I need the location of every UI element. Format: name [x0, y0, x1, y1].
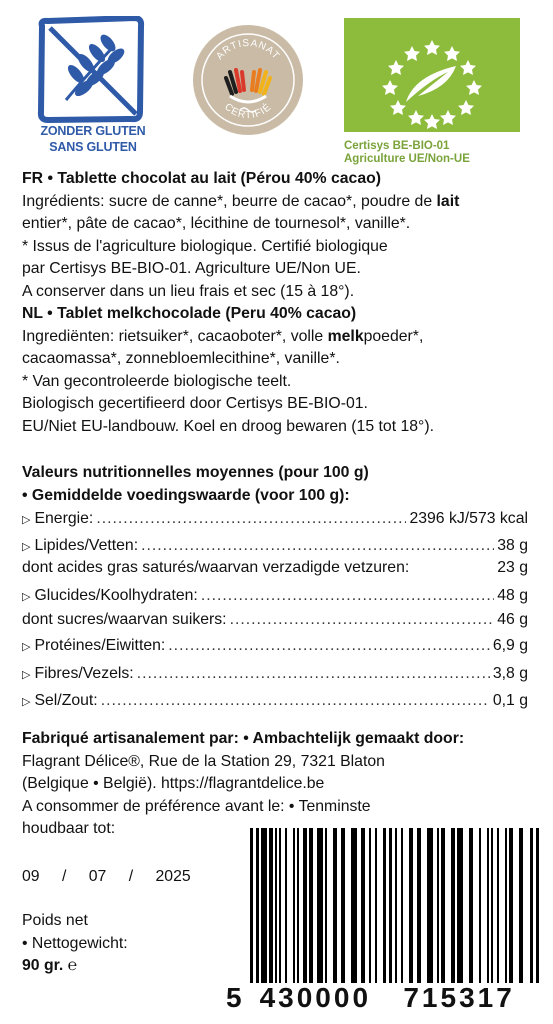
- barcode-bar: [519, 828, 523, 983]
- nutrient-value: 38 g: [497, 537, 528, 554]
- date-separator: /: [61, 868, 67, 885]
- date-separator: /: [128, 868, 134, 885]
- nutrition-row-sugars: [22, 611, 528, 635]
- barcode-bar: [437, 828, 439, 983]
- barcode-bar: [285, 828, 287, 983]
- triangle-marker-icon: ▷: [22, 591, 31, 603]
- nl-title: [22, 303, 542, 326]
- net-weight-label-fr: Poids net: [22, 912, 88, 929]
- best-before-date: [22, 868, 191, 886]
- gluten-free-logo: [28, 16, 158, 166]
- triangle-marker-icon: ▷: [22, 514, 31, 526]
- nutrition-heading: [22, 462, 542, 507]
- artisan-hands-icon: [192, 24, 304, 136]
- artisanat-bottom-text: CERTIFIÉ: [222, 101, 274, 122]
- barcode-bar: [309, 828, 313, 983]
- barcode-bar: [505, 828, 507, 983]
- date-day: 09: [22, 868, 40, 885]
- nl-note2: Biologisch gecertifieerd door Certisys BE-BIO-01.: [22, 395, 368, 412]
- nl-note3: EU/Niet EU-landbouw. Koel en droog bewaren (15 tot 18°).: [22, 417, 435, 435]
- nutrient-value: 23 g: [497, 559, 528, 576]
- barcode-bar: [325, 828, 327, 983]
- nutrition-row-fat: [22, 537, 528, 561]
- barcode-bar: [487, 828, 489, 983]
- nutrient-label: Protéines/Eiwitten:: [34, 637, 166, 654]
- gluten-free-label-nl: ZONDER GLUTEN: [40, 124, 146, 138]
- nutrient-label: Lipides/Vetten:: [34, 537, 139, 554]
- net-weight-value: 90 gr.: [22, 957, 64, 974]
- artisanat-top-text: ARTISANAT: [214, 37, 282, 63]
- eu-organic-leaf-icon: [344, 18, 520, 132]
- nl-ingredients-text: Ingrediënten: rietsuiker*, cacaoboter*, volle: [22, 327, 328, 345]
- fr-product-name: Tablette chocolat au lait (Pérou 40% cacao): [57, 170, 382, 187]
- net-weight-label-nl: • Nettogewicht:: [22, 934, 128, 952]
- nutrition-table: [22, 510, 528, 720]
- nutrition-row-energy: [22, 510, 528, 534]
- nutrient-value: 6,9 g: [492, 637, 528, 654]
- nutrition-row-carbs: [22, 587, 528, 611]
- barcode-bar: [303, 828, 307, 983]
- nutrient-label: dont acides gras saturés/waarvan verzadigde vetzuren:: [22, 559, 410, 576]
- manufacturer-address: Flagrant Délice®, Rue de la Station 29, 7321 Blaton: [22, 752, 385, 770]
- barcode-bar: [297, 828, 299, 983]
- fr-ingredients-line2: entier*, pâte de cacao*, lécithine de tournesol*, vanille*.: [22, 215, 411, 232]
- barcode-bar: [269, 828, 273, 983]
- barcode-bar: [369, 828, 371, 983]
- nutrition-title-fr: Valeurs nutritionnelles moyennes (pour 100 g): [22, 464, 369, 481]
- barcode-bar: [497, 828, 499, 983]
- barcode-digits: [226, 983, 541, 1013]
- barcode-bar: [275, 828, 277, 983]
- nl-ingredients-text-cont: poeder*,: [363, 327, 424, 345]
- barcode-left-digits: 430000: [259, 982, 372, 1013]
- barcode-bar: [341, 828, 345, 983]
- bio-cert-origin: Agriculture UE/Non-UE: [344, 153, 470, 165]
- barcode-bar: [509, 828, 513, 983]
- nutrition-row-fibre: [22, 665, 528, 689]
- barcode-bar: [375, 828, 377, 983]
- triangle-marker-icon: ▷: [22, 541, 31, 553]
- fr-prefix: FR •: [22, 170, 58, 187]
- fr-ingredients-text: Ingrédients: sucre de canne*, beurre de cacao*, poudre de: [22, 192, 437, 210]
- nutrient-value: 46 g: [497, 611, 528, 628]
- nutrient-label: Glucides/Koolhydraten:: [34, 587, 198, 604]
- ean-barcode: [226, 828, 541, 1013]
- barcode-bar: [427, 828, 433, 983]
- barcode-right-digits: 715317: [403, 982, 515, 1013]
- barcode-bar: [401, 828, 403, 983]
- nl-prefix: NL •: [22, 305, 58, 322]
- artisanat-certifie-logo: [192, 24, 304, 136]
- bio-cert-code: Certisys BE-BIO-01: [344, 140, 450, 152]
- barcode-bar: [317, 828, 323, 983]
- barcode-bar: [479, 828, 481, 983]
- nl-note1: * Van gecontroleerde biologische teelt.: [22, 372, 292, 390]
- fr-storage: A conserver dans un lieu frais et sec (15 à 18°).: [22, 282, 355, 300]
- barcode-bar: [491, 828, 493, 983]
- triangle-marker-icon: ▷: [22, 641, 31, 653]
- barcode-bar: [261, 828, 267, 983]
- triangle-marker-icon: ▷: [22, 669, 31, 681]
- ingredients-section: [22, 168, 542, 438]
- fr-title: [22, 168, 542, 191]
- barcode-bar: [351, 828, 357, 983]
- nutrient-value: 3,8 g: [492, 665, 528, 682]
- nutrient-label: Sel/Zout:: [34, 692, 98, 709]
- nl-product-name: Tablet melkchocolade (Peru 40% cacao): [57, 305, 357, 322]
- barcode-bar: [279, 828, 281, 983]
- nutrient-value: 48 g: [497, 587, 528, 604]
- date-year: 2025: [155, 868, 191, 885]
- fr-ingredients-line1: [22, 191, 542, 214]
- barcode-bar: [469, 828, 473, 983]
- manufacturer-section: [22, 728, 542, 841]
- manufacturer-title: Fabriqué artisanalement par: • Ambachtelijk gemaakt door:: [22, 730, 465, 747]
- fr-note2: par Certisys BE-BIO-01. Agriculture UE/Non UE.: [22, 260, 361, 277]
- nutrient-label: dont sucres/waarvan suikers:: [22, 611, 227, 628]
- barcode-bar: [441, 828, 445, 983]
- eu-organic-logo: [344, 18, 520, 132]
- barcode-bar: [333, 828, 337, 983]
- nutrition-row-salt: [22, 692, 528, 716]
- fr-allergen-lait: lait: [436, 192, 460, 210]
- certification-logos: [0, 0, 553, 170]
- nutrient-label: Fibres/Vezels:: [34, 665, 134, 682]
- triangle-marker-icon: ▷: [22, 696, 31, 708]
- best-before-label-nl: houdbaar tot:: [22, 820, 116, 837]
- date-month: 07: [88, 868, 107, 885]
- nl-ingredients-line2: cacaomassa*, zonnebloemlecithine*, vanille*.: [22, 350, 340, 367]
- fr-note1: * Issus de l'agriculture biologique. Certifié biologique: [22, 237, 388, 255]
- barcode-bar: [395, 828, 397, 983]
- nutrition-row-protein: [22, 637, 528, 661]
- gluten-free-label-fr: SANS GLUTEN: [49, 140, 137, 154]
- nutrient-value: 0,1 g: [492, 692, 528, 709]
- nutrient-label: Energie:: [34, 510, 94, 527]
- nl-allergen-melk: melk: [327, 327, 364, 345]
- nutrition-row-saturated: [22, 559, 528, 583]
- barcode-bar: [457, 828, 463, 983]
- wheat-crossed-icon: [36, 16, 146, 124]
- nutrient-value: 2396 kJ/573 kcal: [409, 510, 528, 527]
- barcode-bar: [451, 828, 455, 983]
- barcode-bar: [361, 828, 365, 983]
- manufacturer-country-url: (Belgique • België). https://flagrantdelice.be: [22, 775, 325, 792]
- barcode-bar: [409, 828, 413, 983]
- nl-ingredients-line1: [22, 326, 542, 349]
- nutrition-title-nl: • Gemiddelde voedingswaarde (voor 100 g):: [22, 486, 350, 504]
- barcode-first-digit: 5: [226, 982, 242, 1013]
- barcode-bar: [417, 828, 421, 983]
- estimated-sign-icon: ℮: [67, 957, 78, 974]
- barcode-bar: [293, 828, 295, 983]
- best-before-label: A consommer de préférence avant le: • Tenminste: [22, 797, 371, 815]
